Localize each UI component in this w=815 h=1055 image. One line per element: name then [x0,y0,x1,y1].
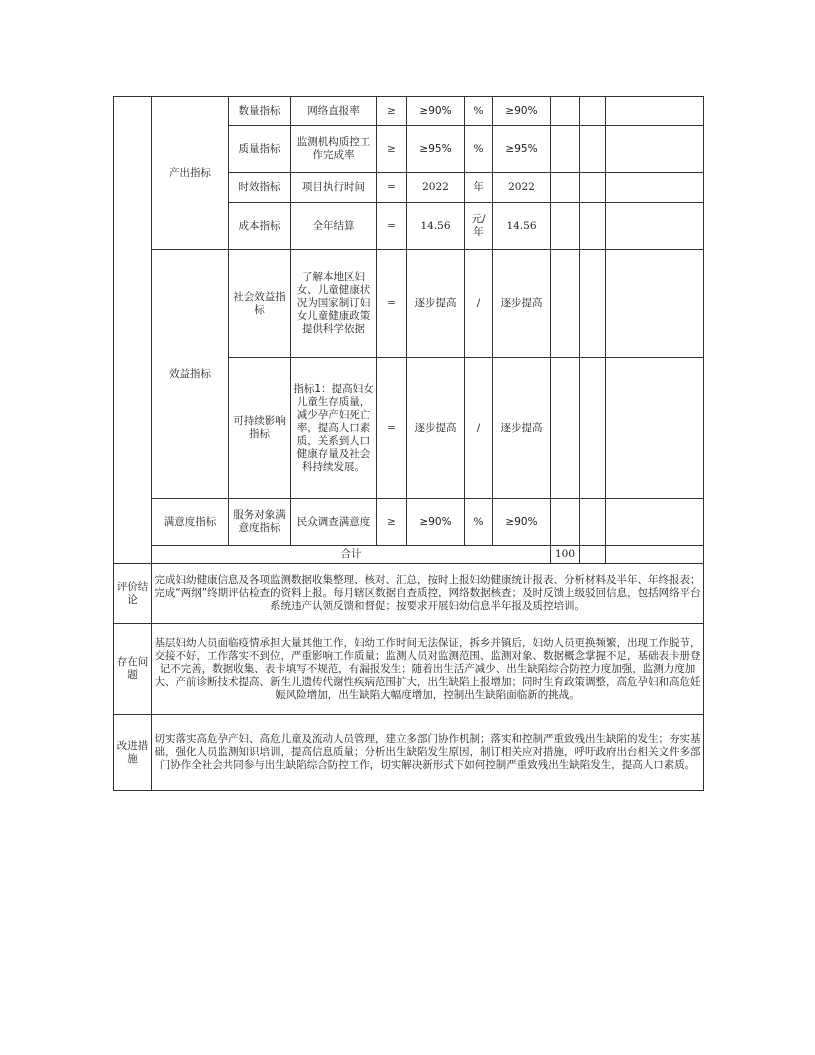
actual-value: 逐步提高 [493,358,551,499]
unit: % [465,499,493,546]
target-value: ≥95% [407,126,465,173]
deduction-cell [580,203,606,250]
sub-indicator: 时效指标 [229,173,291,203]
score-cell [551,126,580,173]
score-cell [551,250,580,358]
table-row [114,250,704,358]
unit: / [465,358,493,499]
target-value: 逐步提高 [407,250,465,358]
section-label: 存在问题 [114,624,152,715]
sub-indicator: 社会效益指标 [229,250,291,358]
deduction-cell [580,97,606,126]
operator: = [377,250,407,358]
actual-value: ≥90% [493,499,551,546]
sub-indicator: 成本指标 [229,203,291,250]
section-row-problems [114,624,704,715]
blank-first-column [114,97,152,564]
remark-cell [606,97,704,126]
total-label: 合计 [152,546,551,564]
operator: ≥ [377,126,407,173]
table-row [114,97,704,126]
score-cell [551,203,580,250]
sub-indicator: 数量指标 [229,97,291,126]
sub-indicator: 质量指标 [229,126,291,173]
section-text: 基层妇幼人员面临疫情承担大量其他工作，妇幼工作时间无法保证，拆乡并镇后，妇幼人员更换频繁，出现工作脱节，交接不好，工作落实不到位，严重影响工作质量；监测人员对监测范围、监测对象、数据概念掌握不足，基础表卡册登记不完善，数据收集、表卡填写不规范，有漏报发生；随着出生活产减少、出生缺陷综合防控力度加强，监测力度加大、产前诊断技术提高、新生儿遗传代谢性疾病范围扩大，出生缺陷上报增加；同时生育政策调整，高危孕妇和高危妊娠风险增加，出生缺陷大幅度增加，控制出生缺陷面临新的挑战。 [152,624,704,715]
operator: = [377,203,407,250]
section-text: 完成妇幼健康信息及各项监测数据收集整理、核对、汇总，按时上报妇幼健康统计报表、分析材料及半年、年终报表；完成“两纲”终期评估检查的资料上报。每月辖区数据自查质控，网络数据核查；及时反馈上级驳回信息，包括网络平台系统违产认领反馈和督促；按要求开展妇幼信息半年报及质控培训。 [152,564,704,624]
section-row-improvements [114,715,704,791]
total-score: 100 [551,546,580,564]
indicator-name: 网络直报率 [291,97,377,126]
indicator-name: 指标1：提高妇女儿童生存质量，减少孕产妇死亡率，提高人口素质，关系到人口健康存量及社会科持续发展。 [291,358,377,499]
remark-cell [606,358,704,499]
indicator-name: 监测机构质控工作完成率 [291,126,377,173]
unit: % [465,97,493,126]
table-row [114,499,704,546]
score-cell [551,358,580,499]
actual-value: 14.56 [493,203,551,250]
deduction-cell [580,499,606,546]
remark-cell [606,499,704,546]
section-text: 切实落实高危孕产妇、高危儿童及流动人员管理，建立多部门协作机制；落实和控制严重致残出生缺陷的发生；夯实基础，强化人员监测知识培训，提高信息质量；分析出生缺陷发生原因，制订相关应对措施，呼吁政府出台相关文件多部门协作全社会共同参与出生缺陷综合防控工作，切实解决新形式下如何控制严重致残出生缺陷发生，提高人口素质。 [152,715,704,791]
section-row-conclusion [114,564,704,624]
sub-indicator: 可持续影响指标 [229,358,291,499]
operator: ≥ [377,97,407,126]
actual-value: 2022 [493,173,551,203]
score-cell [551,173,580,203]
score-cell [551,499,580,546]
section-label: 改进措施 [114,715,152,791]
category-benefit: 效益指标 [152,250,229,499]
section-label: 评价结论 [114,564,152,624]
performance-table-page [113,96,703,791]
category-output: 产出指标 [152,97,229,250]
indicator-name: 全年结算 [291,203,377,250]
remark-cell [606,546,704,564]
target-value: 逐步提高 [407,358,465,499]
deduction-cell [580,126,606,173]
actual-value: 逐步提高 [493,250,551,358]
deduction-cell [580,546,606,564]
remark-cell [606,126,704,173]
remark-cell [606,203,704,250]
remark-cell [606,173,704,203]
actual-value: ≥90% [493,97,551,126]
unit: % [465,126,493,173]
deduction-cell [580,358,606,499]
target-value: 2022 [407,173,465,203]
performance-indicator-table [113,96,704,791]
unit: 元/年 [465,203,493,250]
indicator-name: 了解本地区妇女、儿童健康状况为国家制订妇女儿童健康政策提供科学依据 [291,250,377,358]
indicator-name: 项目执行时间 [291,173,377,203]
actual-value: ≥95% [493,126,551,173]
operator: = [377,358,407,499]
score-cell [551,97,580,126]
deduction-cell [580,173,606,203]
sub-indicator: 服务对象满意度指标 [229,499,291,546]
remark-cell [606,250,704,358]
target-value: 14.56 [407,203,465,250]
operator: = [377,173,407,203]
target-value: ≥90% [407,499,465,546]
unit: / [465,250,493,358]
unit: 年 [465,173,493,203]
total-row [114,546,704,564]
deduction-cell [580,250,606,358]
category-satisfaction: 满意度指标 [152,499,229,546]
operator: ≥ [377,499,407,546]
indicator-name: 民众调查满意度 [291,499,377,546]
target-value: ≥90% [407,97,465,126]
